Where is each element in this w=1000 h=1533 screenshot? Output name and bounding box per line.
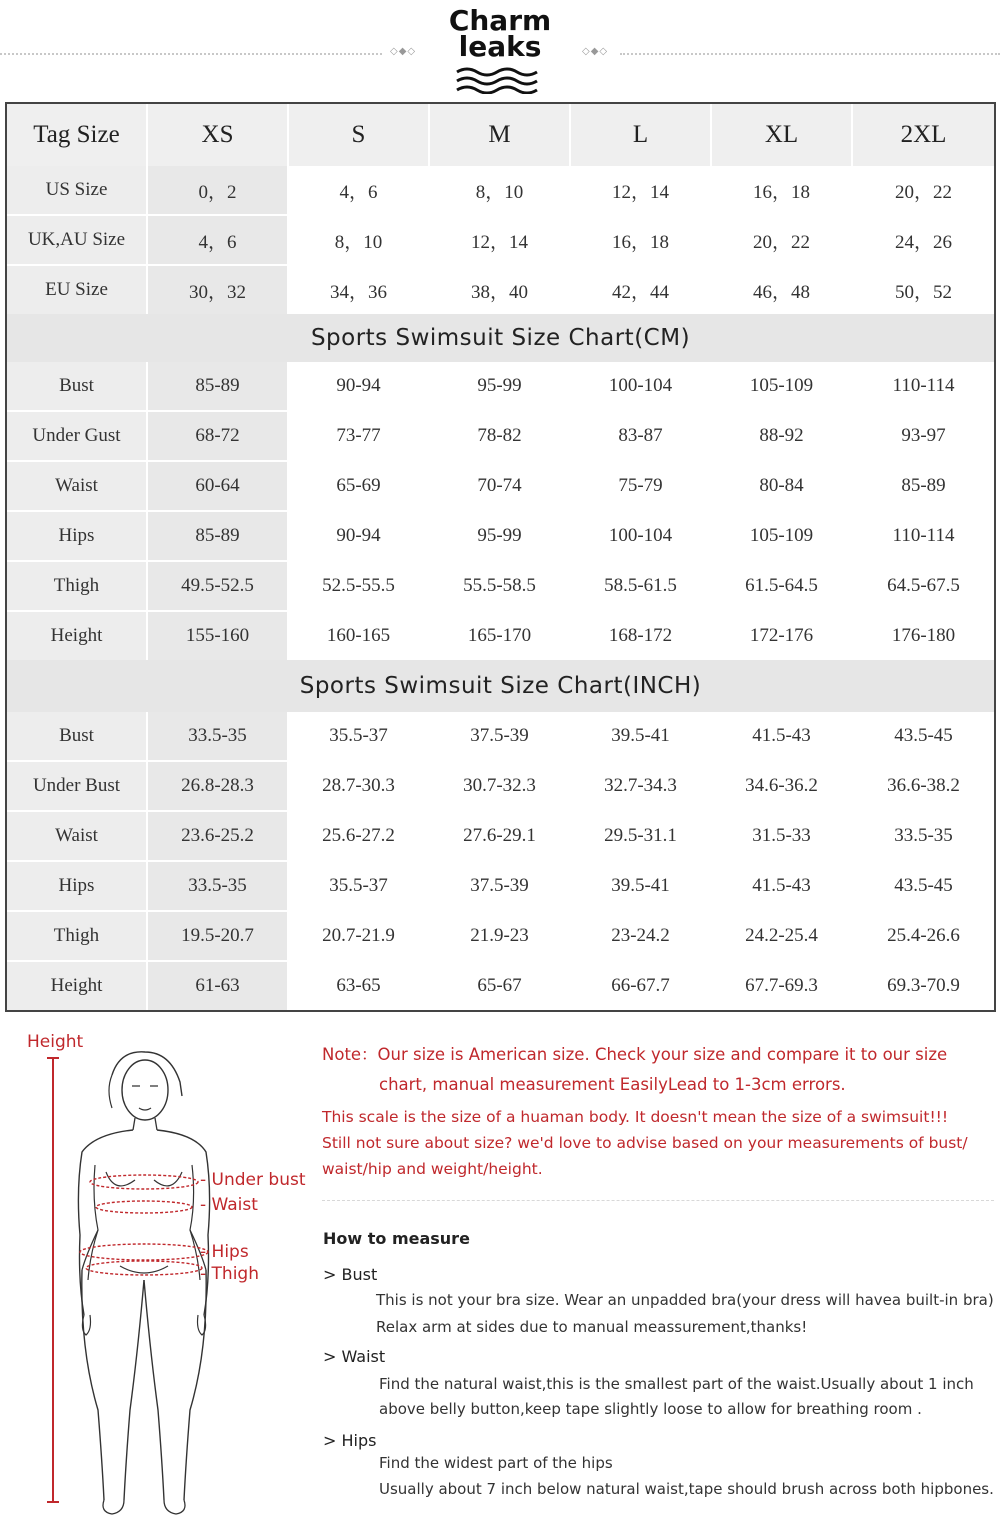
height-label: Height bbox=[27, 1032, 84, 1052]
table-cell: 80-84 bbox=[712, 462, 853, 512]
table-cell: 31.5-33 bbox=[712, 812, 853, 862]
table-cell: 50，52 bbox=[853, 266, 994, 314]
table-cell: 8，10 bbox=[289, 216, 430, 266]
table-cell: 33.5-35 bbox=[853, 812, 994, 862]
table-cell: 8，10 bbox=[430, 166, 571, 216]
hips-text-2: Usually about 7 inch below natural waist,tape should brush across both hipbones. bbox=[379, 1480, 994, 1498]
table-cell: 160-165 bbox=[289, 612, 430, 660]
table-cell: 105-109 bbox=[712, 362, 853, 412]
table-cell: 78-82 bbox=[430, 412, 571, 462]
table-cell: 28.7-30.3 bbox=[289, 762, 430, 812]
row-label: Hips bbox=[7, 512, 148, 562]
table-cell: 4，6 bbox=[148, 216, 289, 266]
table-cell: 61.5-64.5 bbox=[712, 562, 853, 612]
row-label: EU Size bbox=[7, 266, 148, 314]
tag-size-row bbox=[7, 104, 994, 166]
table-cell: 69.3-70.9 bbox=[853, 962, 994, 1010]
table-cell: 35.5-37 bbox=[289, 862, 430, 912]
inch-section-row bbox=[7, 660, 994, 712]
table-cell: 110-114 bbox=[853, 512, 994, 562]
table-cell: 73-77 bbox=[289, 412, 430, 462]
scale-paragraph bbox=[322, 1104, 992, 1182]
table-cell: 110-114 bbox=[853, 362, 994, 412]
table-cell: 25.4-26.6 bbox=[853, 912, 994, 962]
row-label: Bust bbox=[7, 362, 148, 412]
table-cell: 24，26 bbox=[853, 216, 994, 266]
brand-logo bbox=[430, 4, 570, 94]
table-cell: 39.5-41 bbox=[571, 712, 712, 762]
table-row bbox=[7, 712, 994, 762]
table-cell: 70-74 bbox=[430, 462, 571, 512]
row-label: Height bbox=[7, 612, 148, 660]
table-row bbox=[7, 412, 994, 462]
table-cell: 41.5-43 bbox=[712, 862, 853, 912]
body-measurement-figure bbox=[20, 1030, 320, 1530]
table-cell: 168-172 bbox=[571, 612, 712, 660]
row-label: Under Gust bbox=[7, 412, 148, 462]
table-cell: 34，36 bbox=[289, 266, 430, 314]
table-cell: 55.5-58.5 bbox=[430, 562, 571, 612]
hips-label: - Hips bbox=[200, 1242, 249, 1262]
table-row bbox=[7, 612, 994, 660]
table-cell: 23-24.2 bbox=[571, 912, 712, 962]
header-rule-right bbox=[620, 53, 1000, 55]
row-label: Thigh bbox=[7, 912, 148, 962]
table-cell: 65-69 bbox=[289, 462, 430, 512]
table-cell: 4，6 bbox=[289, 166, 430, 216]
table-cell: 176-180 bbox=[853, 612, 994, 660]
table-cell: 34.6-36.2 bbox=[712, 762, 853, 812]
row-label: UK,AU Size bbox=[7, 216, 148, 266]
bust-text-2: Relax arm at sides due to manual meassurement,thanks! bbox=[376, 1318, 808, 1336]
table-cell: 83-87 bbox=[571, 412, 712, 462]
bust-text-1: This is not your bra size. Wear an unpadded bra(your dress will havea built-in bra) bbox=[376, 1291, 994, 1309]
table-cell: 38，40 bbox=[430, 266, 571, 314]
wave-icon bbox=[455, 64, 545, 94]
table-row bbox=[7, 512, 994, 562]
row-label: Under Bust bbox=[7, 762, 148, 812]
table-cell: 30.7-32.3 bbox=[430, 762, 571, 812]
table-cell: 100-104 bbox=[571, 362, 712, 412]
table-cell: 21.9-23 bbox=[430, 912, 571, 962]
table-cell: 27.6-29.1 bbox=[430, 812, 571, 862]
table-cell: 95-99 bbox=[430, 362, 571, 412]
table-cell: 58.5-61.5 bbox=[571, 562, 712, 612]
row-label: Height bbox=[7, 962, 148, 1010]
table-cell: 90-94 bbox=[289, 512, 430, 562]
table-cell: 60-64 bbox=[148, 462, 289, 512]
size-m-header: M bbox=[430, 104, 571, 166]
table-cell: 29.5-31.1 bbox=[571, 812, 712, 862]
table-cell: 23.6-25.2 bbox=[148, 812, 289, 862]
row-label: Waist bbox=[7, 462, 148, 512]
table-cell: 61-63 bbox=[148, 962, 289, 1010]
table-cell: 43.5-45 bbox=[853, 862, 994, 912]
note-line-5: waist/hip and weight/height. bbox=[322, 1160, 543, 1178]
table-row bbox=[7, 166, 994, 216]
size-l-header: L bbox=[571, 104, 712, 166]
row-label: Bust bbox=[7, 712, 148, 762]
row-label: Thigh bbox=[7, 562, 148, 612]
table-cell: 43.5-45 bbox=[853, 712, 994, 762]
table-cell: 90-94 bbox=[289, 362, 430, 412]
size-2xl-header: 2XL bbox=[853, 104, 994, 166]
hips-text-1: Find the widest part of the hips bbox=[379, 1454, 613, 1472]
size-chart-table bbox=[5, 102, 996, 1012]
table-cell: 85-89 bbox=[148, 512, 289, 562]
table-cell: 19.5-20.7 bbox=[148, 912, 289, 962]
table-cell: 35.5-37 bbox=[289, 712, 430, 762]
note-line-2: chart, manual measurement EasilyLead to 1-3cm errors. bbox=[379, 1075, 846, 1094]
table-cell: 39.5-41 bbox=[571, 862, 712, 912]
ornament-left-icon: ◇◆◇ bbox=[390, 46, 417, 57]
table-cell: 95-99 bbox=[430, 512, 571, 562]
note-line-3: This scale is the size of a huaman body. It doesn't mean the size of a swimsuit!!! bbox=[322, 1108, 949, 1126]
section-divider bbox=[322, 1200, 994, 1201]
table-cell: 172-176 bbox=[712, 612, 853, 660]
header-rule-left bbox=[0, 53, 382, 55]
table-row bbox=[7, 912, 994, 962]
table-cell: 42，44 bbox=[571, 266, 712, 314]
under-bust-label: - Under bust bbox=[200, 1170, 306, 1190]
table-row bbox=[7, 362, 994, 412]
table-cell: 75-79 bbox=[571, 462, 712, 512]
table-cell: 16，18 bbox=[571, 216, 712, 266]
cm-section-row bbox=[7, 314, 994, 362]
table-cell: 52.5-55.5 bbox=[289, 562, 430, 612]
table-cell: 85-89 bbox=[148, 362, 289, 412]
table-cell: 36.6-38.2 bbox=[853, 762, 994, 812]
waist-text-2: above belly button,keep tape slightly loose to allow for breathing room . bbox=[379, 1400, 922, 1418]
table-cell: 41.5-43 bbox=[712, 712, 853, 762]
table-cell: 37.5-39 bbox=[430, 712, 571, 762]
thigh-label: - Thigh bbox=[200, 1264, 259, 1284]
table-row bbox=[7, 962, 994, 1010]
table-row bbox=[7, 462, 994, 512]
table-cell: 16，18 bbox=[712, 166, 853, 216]
table-row bbox=[7, 216, 994, 266]
table-cell: 30，32 bbox=[148, 266, 289, 314]
table-cell: 105-109 bbox=[712, 512, 853, 562]
table-row bbox=[7, 762, 994, 812]
brand-line-1: Charm bbox=[448, 4, 552, 37]
table-cell: 67.7-69.3 bbox=[712, 962, 853, 1010]
table-cell: 20，22 bbox=[853, 166, 994, 216]
table-cell: 165-170 bbox=[430, 612, 571, 660]
table-cell: 66-67.7 bbox=[571, 962, 712, 1010]
ornament-right-icon: ◇◆◇ bbox=[582, 46, 609, 57]
row-label: US Size bbox=[7, 166, 148, 216]
table-cell: 25.6-27.2 bbox=[289, 812, 430, 862]
size-xl-header: XL bbox=[712, 104, 853, 166]
table-cell: 33.5-35 bbox=[148, 862, 289, 912]
waist-heading: > Waist bbox=[323, 1347, 386, 1366]
body-outline-icon bbox=[20, 1030, 320, 1530]
table-cell: 88-92 bbox=[712, 412, 853, 462]
table-cell: 24.2-25.4 bbox=[712, 912, 853, 962]
table-cell: 100-104 bbox=[571, 512, 712, 562]
table-cell: 46，48 bbox=[712, 266, 853, 314]
table-cell: 49.5-52.5 bbox=[148, 562, 289, 612]
tag-size-label: Tag Size bbox=[7, 104, 148, 166]
inch-chart-title: Sports Swimsuit Size Chart(INCH) bbox=[7, 660, 994, 712]
table-cell: 12，14 bbox=[430, 216, 571, 266]
size-xs-header: XS bbox=[148, 104, 289, 166]
table-cell: 68-72 bbox=[148, 412, 289, 462]
hips-heading: > Hips bbox=[323, 1431, 377, 1450]
table-cell: 20.7-21.9 bbox=[289, 912, 430, 962]
table-row bbox=[7, 862, 994, 912]
table-cell: 93-97 bbox=[853, 412, 994, 462]
cm-chart-title: Sports Swimsuit Size Chart(CM) bbox=[7, 314, 994, 362]
bust-heading: > Bust bbox=[323, 1265, 378, 1284]
note-line-1: Note：Our size is American size. Check your size and compare it to our size bbox=[322, 1045, 948, 1064]
table-cell: 0，2 bbox=[148, 166, 289, 216]
note-line-4: Still not sure about size? we'd love to advise based on your measurements of bust/ bbox=[322, 1134, 968, 1152]
row-label: Waist bbox=[7, 812, 148, 862]
page-header bbox=[0, 0, 1000, 100]
table-cell: 20，22 bbox=[712, 216, 853, 266]
table-cell: 37.5-39 bbox=[430, 862, 571, 912]
note-paragraph bbox=[322, 1040, 992, 1100]
table-cell: 65-67 bbox=[430, 962, 571, 1010]
table-cell: 63-65 bbox=[289, 962, 430, 1010]
how-to-measure-title: How to measure bbox=[323, 1229, 470, 1248]
table-cell: 64.5-67.5 bbox=[853, 562, 994, 612]
table-cell: 12，14 bbox=[571, 166, 712, 216]
row-label: Hips bbox=[7, 862, 148, 912]
waist-text-1: Find the natural waist,this is the smallest part of the waist.Usually about 1 inch bbox=[379, 1375, 974, 1393]
table-row bbox=[7, 812, 994, 862]
table-cell: 32.7-34.3 bbox=[571, 762, 712, 812]
table-cell: 85-89 bbox=[853, 462, 994, 512]
table-cell: 33.5-35 bbox=[148, 712, 289, 762]
table-row bbox=[7, 266, 994, 314]
brand-line-2: leaks bbox=[458, 30, 542, 63]
waist-label: - Waist bbox=[200, 1195, 258, 1215]
table-cell: 26.8-28.3 bbox=[148, 762, 289, 812]
size-s-header: S bbox=[289, 104, 430, 166]
table-cell: 155-160 bbox=[148, 612, 289, 660]
table-row bbox=[7, 562, 994, 612]
